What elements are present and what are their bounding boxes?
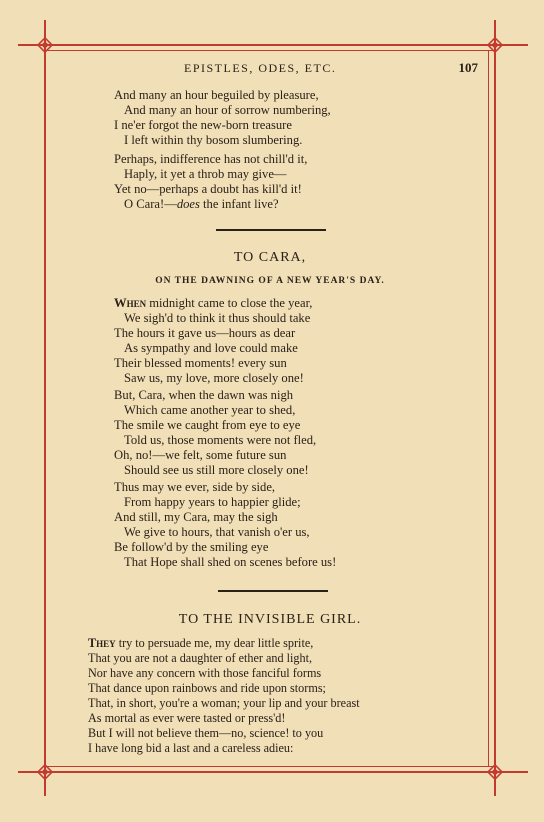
verse-line: The hours it gave us—hours as dear [114,326,296,340]
verse-line: Their blessed moments! every sun [114,356,287,370]
verse-line: Oh, no!—we felt, some future sun [114,448,287,462]
verse-line: Be follow'd by the smiling eye [114,540,269,554]
verse-line [114,296,312,311]
verse-line: Haply, it yet a throb may give— [124,167,287,181]
verse-line: We sigh'd to think it thus should take [124,311,311,325]
verse-line: But, Cara, when the dawn was nigh [114,388,294,402]
verse-text: O Cara!— [124,197,177,211]
border-left-line [44,20,46,796]
verse-line: Told us, those moments were not fled, [124,433,317,447]
verse-line: That you are not a daughter of ether and light, [88,651,313,665]
poem1-stanza-2 [114,388,316,478]
corner-ornament-icon [31,758,59,786]
verse-line: We give to hours, that vanish o'er us, [124,525,310,539]
verse-line: I left within thy bosom slumbering. [124,133,303,147]
drop-word: When [114,296,147,310]
verse-text: midnight came to close the year, [146,296,313,310]
border-right-line-inner [488,50,489,766]
poem1-stanza-3 [114,480,336,570]
verse-text: try to persuade me, my dear little sprite, [115,636,314,650]
verse-line [88,636,360,651]
opening-stanza-1 [114,88,331,148]
verse-line: Saw us, my love, more closely one! [124,371,304,385]
border-top-line [18,44,528,46]
verse-line: From happy years to happier glide; [124,495,301,509]
poem-title: TO THE INVISIBLE GIRL. [178,612,362,627]
verse-line: Should see us still more closely one! [124,463,309,477]
verse-line: But I will not believe them—no, science! to you [88,726,324,740]
verse-line: Perhaps, indifference has not chill'd it, [114,152,308,166]
verse-line: And many an hour beguiled by pleasure, [114,88,319,102]
drop-word: They [88,636,116,650]
page-number: 107 [458,60,478,75]
verse-line: Which came another year to shed, [124,403,296,417]
verse-line: And still, my Cara, may the sigh [114,510,278,524]
running-title: EPISTLES, ODES, ETC. [184,61,337,75]
verse-line: Yet no—perhaps a doubt has kill'd it! [114,182,302,196]
border-bottom-line [18,771,528,773]
verse-line: The smile we caught from eye to eye [114,418,301,432]
verse-line: As mortal as ever were tasted or press'd! [88,711,286,725]
poem-title: TO CARA, [233,250,307,265]
border-top-line-inner [44,50,494,51]
poem-subtitle: ON THE DAWNING OF A NEW YEAR'S DAY. [155,276,385,286]
verse-line: That Hope shall shed on scenes before us! [124,555,337,569]
corner-ornament-icon [481,31,509,59]
verse-line [114,197,307,212]
poem2-stanza-1 [88,636,360,756]
corner-ornament-icon [481,758,509,786]
section-divider [216,229,326,231]
verse-line: That dance upon rainbows and ride upon storms; [88,681,326,695]
verse-line: Thus may we ever, side by side, [114,480,276,494]
poem1-stanza-1 [114,296,312,386]
verse-line: Nor have any concern with those fanciful forms [88,666,322,680]
italic-word: does [176,197,200,211]
section-divider [218,590,328,592]
verse-line: And many an hour of sorrow numbering, [124,103,331,117]
verse-text: the infant live? [199,197,279,211]
verse-line: As sympathy and love could make [124,341,298,355]
corner-ornament-icon [31,31,59,59]
border-bottom-line-inner [44,766,494,767]
opening-stanza-2 [114,152,307,212]
page-header [44,60,478,76]
verse-line: That, in short, you're a woman; your lip and your breast [88,696,360,710]
verse-line: I ne'er forgot the new-born treasure [114,118,292,132]
verse-line: I have long bid a last and a careless adieu: [88,741,294,755]
border-right-line [494,20,496,796]
